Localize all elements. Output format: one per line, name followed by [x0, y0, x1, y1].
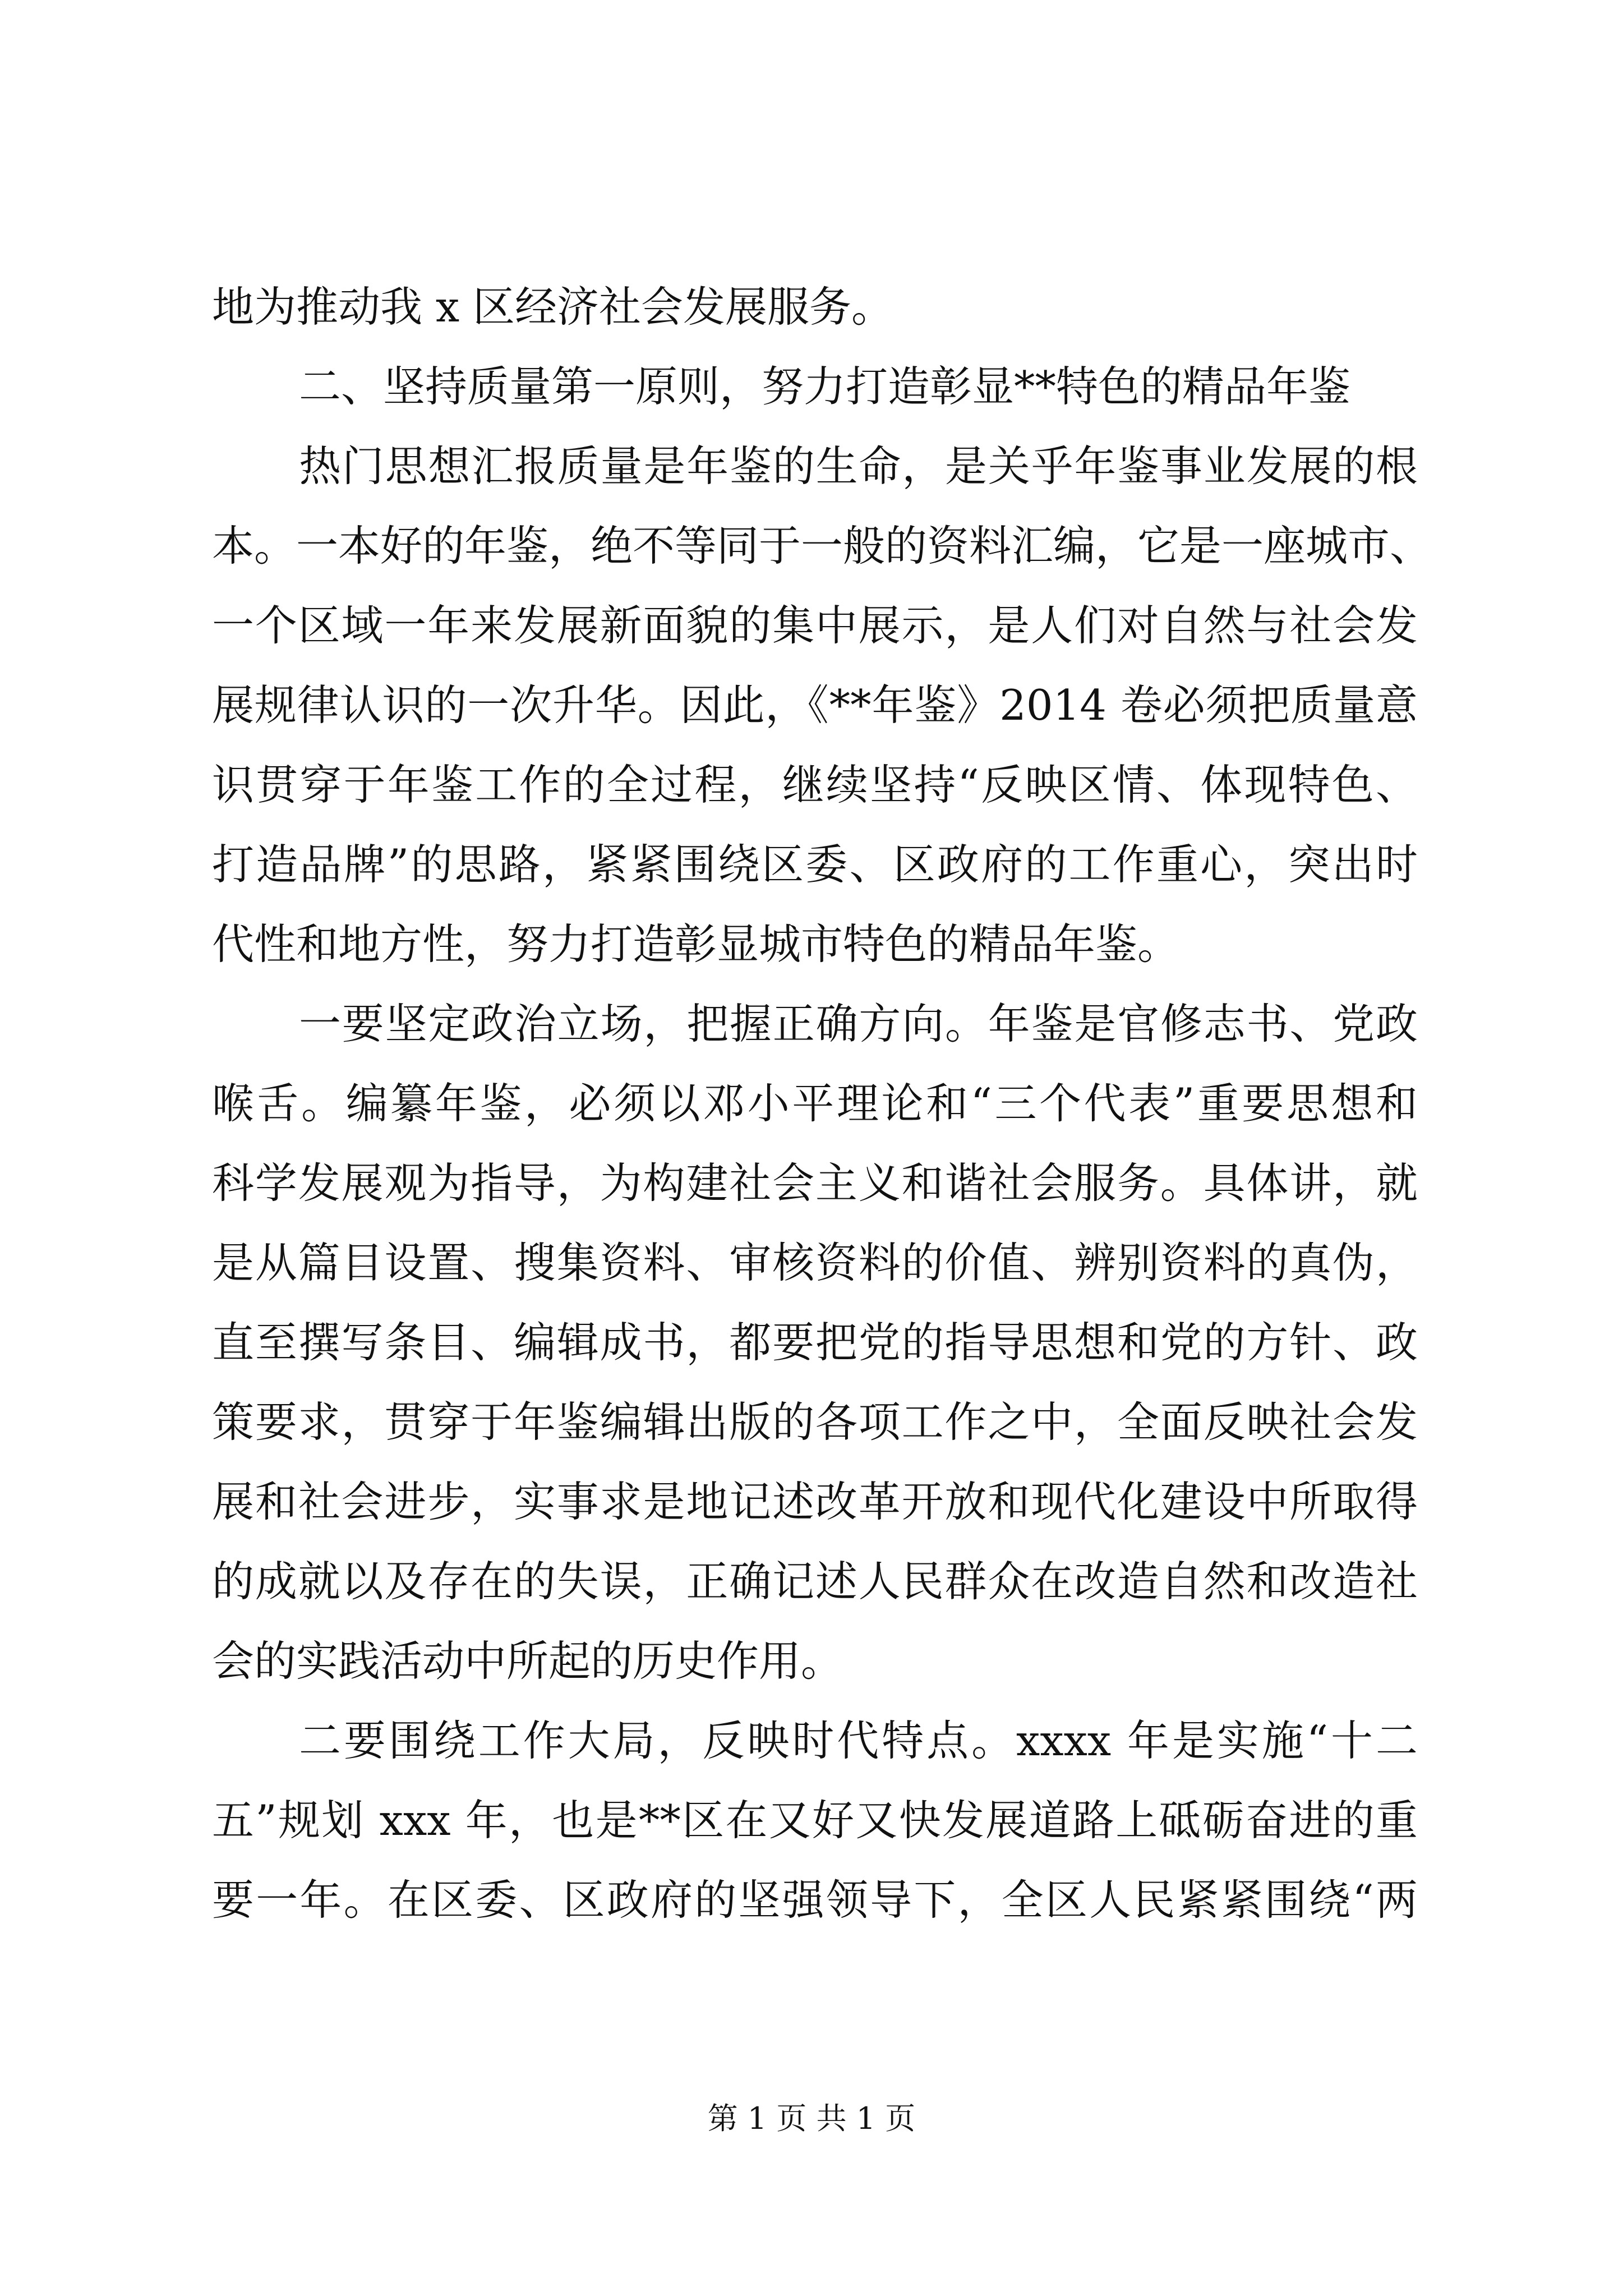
text-line: 五”规划 xxx 年，也是**区在又好又快发展道路上砥砺奋进的重	[212, 1796, 1418, 1845]
text-line: 喉舌。编纂年鉴，必须以邓小平理论和“三个代表”重要思想和	[212, 1079, 1418, 1128]
text-line: 科学发展观为指导，为构建社会主义和谐社会服务。具体讲，就	[212, 1158, 1418, 1208]
text-line: 二要围绕工作大局，反映时代特点。xxxx 年是实施“十二	[299, 1716, 1418, 1765]
text-line: 本。一本好的年鉴，绝不等同于一般的资料汇编，它是一座城市、	[212, 521, 1432, 570]
text-line: 直至撰写条目、编辑成书，都要把党的指导思想和党的方针、政	[212, 1318, 1418, 1367]
text-line: 代性和地方性，努力打造彰显城市特色的精品年鉴。	[212, 919, 1180, 969]
text-line: 会的实践活动中所起的历史作用。	[212, 1636, 843, 1686]
text-line: 识贯穿于年鉴工作的全过程，继续坚持“反映区情、体现特色、	[212, 760, 1418, 809]
page-footer	[0, 2099, 1623, 2138]
text-line: 展和社会进步，实事求是地记述改革开放和现代化建设中所取得	[212, 1477, 1418, 1526]
document-body	[212, 267, 1432, 1940]
text-line: 一个区域一年来发展新面貌的集中展示，是人们对自然与社会发	[212, 601, 1418, 650]
text-line: 策要求，贯穿于年鉴编辑出版的各项工作之中，全面反映社会发	[212, 1397, 1418, 1447]
text-line: 热门思想汇报质量是年鉴的生命，是关乎年鉴事业发展的根	[299, 441, 1418, 491]
text-line: 是从篇目设置、搜集资料、审核资料的价值、辨别资料的真伪，	[212, 1238, 1418, 1287]
text-line: 展规律认识的一次升华。因此，《**年鉴》2014 卷必须把质量意	[212, 680, 1418, 730]
page-number-label: 第 1 页 共 1 页	[707, 2101, 916, 2136]
text-line: 地为推动我 x 区经济社会发展服务。	[212, 282, 893, 332]
text-line: 要一年。在区委、区政府的坚强领导下，全区人民紧紧围绕“两	[212, 1875, 1418, 1925]
text-line: 的成就以及存在的失误，正确记述人民群众在改造自然和改造社	[212, 1557, 1418, 1606]
text-line: 打造品牌”的思路，紧紧围绕区委、区政府的工作重心，突出时	[212, 840, 1418, 889]
text-line: 二、坚持质量第一原则，努力打造彰显**特色的精品年鉴	[299, 362, 1351, 411]
text-line: 一要坚定政治立场，把握正确方向。年鉴是官修志书、党政	[299, 999, 1418, 1048]
